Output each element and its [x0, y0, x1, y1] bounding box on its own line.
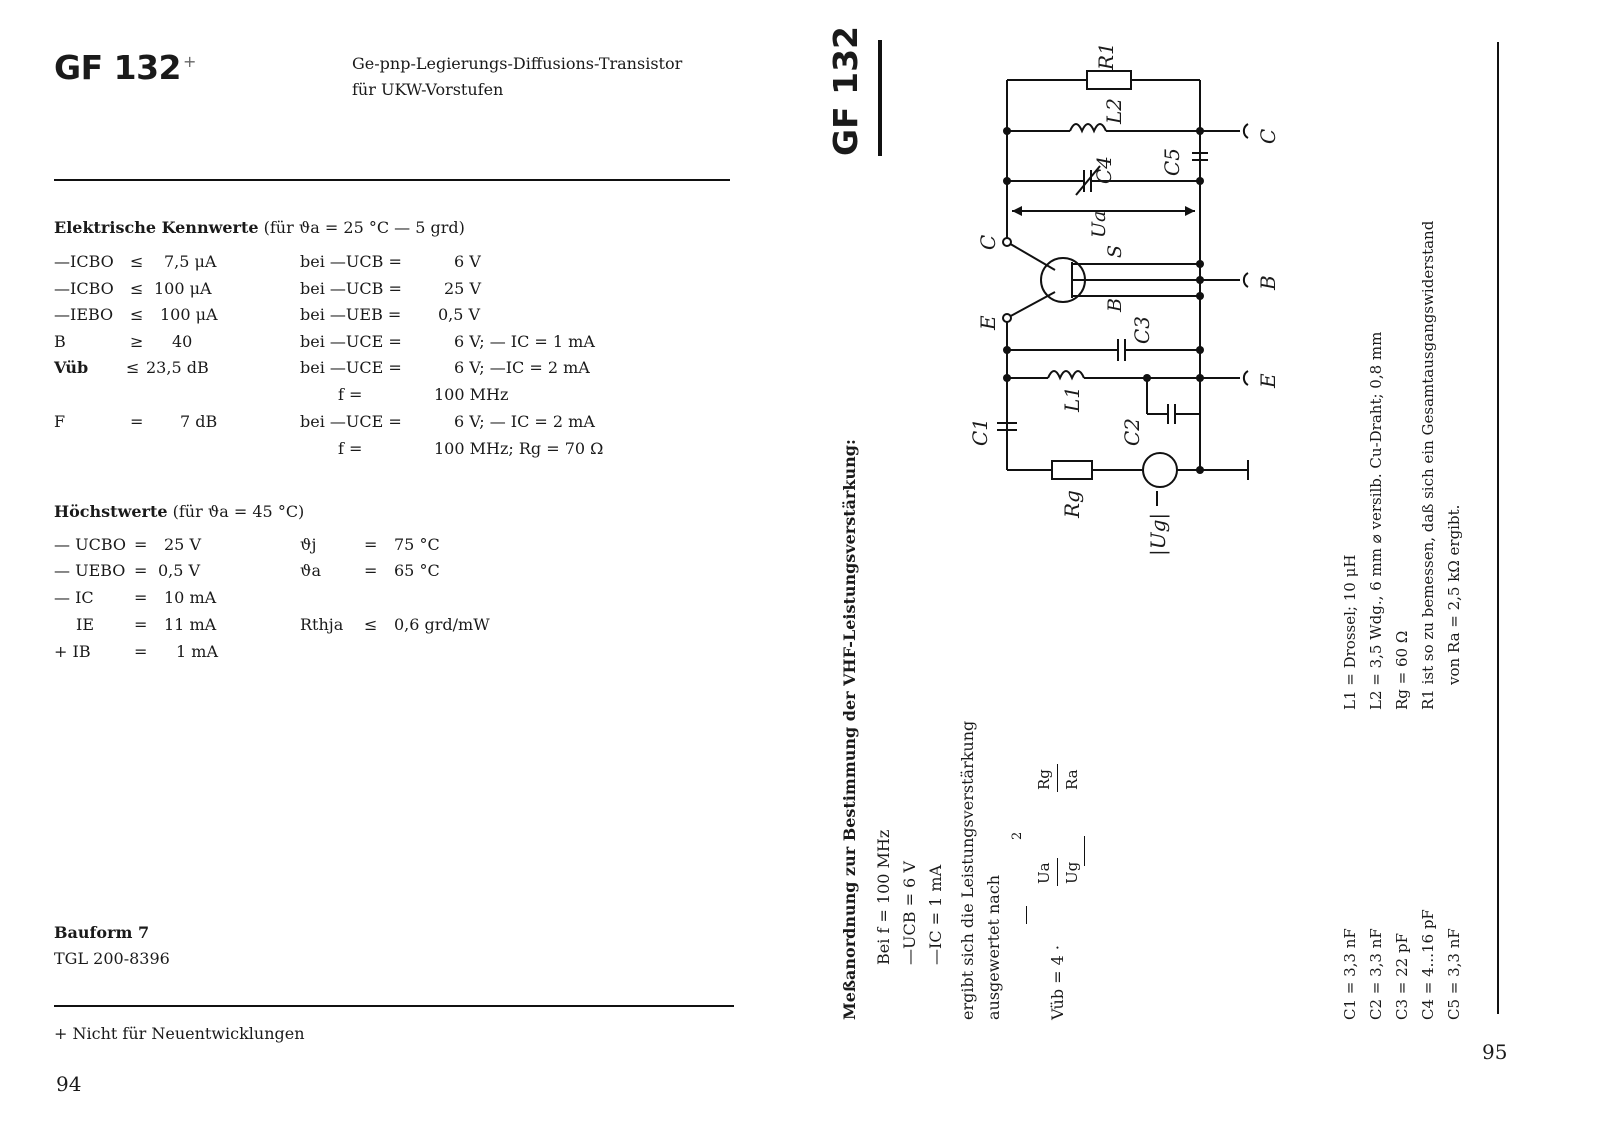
condition-line-f: Bei f = 100 MHz [874, 829, 893, 965]
cap-c4: C4 = 4...16 pF [1419, 909, 1437, 1020]
condition-value: 6 V; —IC = 2 mA [454, 358, 590, 377]
result-text-line-1: ergibt sich die Leistungsverstärkung [958, 720, 977, 1020]
label-s: S [1104, 244, 1126, 258]
inductor-l2 [1070, 124, 1106, 131]
symbol-2: Rthja [300, 615, 344, 634]
condition-line-ucb: —UCB = 6 V [900, 861, 919, 965]
symbol: —IEBO [54, 305, 114, 324]
cap-c5: C5 = 3,3 nF [1445, 928, 1463, 1020]
condition-value: 25 V [444, 279, 481, 298]
symbol: Vüb [54, 358, 89, 377]
relation: = [134, 535, 148, 554]
condition-value: 0,5 V [438, 305, 481, 324]
terminal-e [1244, 371, 1248, 385]
value: 100 μA [160, 305, 218, 324]
rotated-page-title: GF 132 [826, 25, 865, 156]
label-rg: Rg [1060, 490, 1084, 518]
relation: = [130, 412, 144, 431]
label-c1: C1 [968, 417, 992, 446]
relation-2: = [364, 535, 378, 554]
label-b-node: B [1104, 298, 1126, 312]
relation: ≥ [130, 332, 144, 351]
symbol: — UCBO [54, 535, 126, 554]
condition: bei —UEB = [300, 305, 402, 324]
symbol: —ICBO [54, 252, 114, 271]
label-c3: C3 [1130, 315, 1154, 344]
condition-value: 100 MHz; Rg = 70 Ω [434, 439, 604, 458]
value: 23,5 dB [146, 358, 209, 377]
result-text-line-2: ausgewertet nach [984, 874, 1003, 1020]
cap-c2: C2 = 3,3 nF [1367, 928, 1385, 1020]
relation: ≤ [130, 252, 144, 271]
note-ra: von Ra = 2,5 kΩ ergibt. [1445, 504, 1463, 685]
label-c4: C4 [1092, 155, 1116, 184]
relation: = [134, 642, 148, 661]
max-values-heading: Höchstwerte (für ϑa = 45 °C) [54, 502, 305, 521]
value-2: 75 °C [394, 535, 440, 554]
formula-r-numerator: Rg [1035, 769, 1053, 790]
relation: = [134, 588, 148, 607]
formula-fraction-line [1057, 858, 1058, 886]
value: 10 mA [164, 588, 217, 607]
resistor-r1 [1087, 71, 1131, 89]
value: 0,5 V [158, 561, 201, 580]
footer-divider [54, 1005, 734, 1007]
header-divider [54, 179, 730, 181]
symbol: B [54, 332, 66, 351]
value: 40 [172, 332, 193, 351]
note-rg: Rg = 60 Ω [1393, 630, 1411, 710]
value: 25 V [164, 535, 201, 554]
condition-value: 6 V; — IC = 1 mA [454, 332, 595, 351]
value: 11 mA [164, 615, 217, 634]
relation: ≤ [126, 358, 140, 377]
inductor-l1 [1048, 371, 1084, 378]
tgl-label: TGL 200-8396 [54, 949, 170, 968]
label-ug: |Ug| [1146, 512, 1170, 556]
relation-2: ≤ [364, 615, 378, 634]
label-c2: C2 [1120, 417, 1144, 446]
value: 1 mA [176, 642, 218, 661]
formula-denominator: Ug [1063, 861, 1081, 884]
value-2: 65 °C [394, 561, 440, 580]
page-number-left: 94 [56, 1072, 82, 1096]
relation: ≤ [130, 305, 144, 324]
relation-2: = [364, 561, 378, 580]
resistor-rg [1052, 461, 1092, 479]
condition: f = [338, 439, 363, 458]
electrical-heading: Elektrische Kennwerte (für ϑa = 25 °C — 5 grd) [54, 218, 465, 237]
condition: bei —UCB = [300, 279, 402, 298]
symbol-2: ϑj [300, 535, 317, 554]
formula-r-denominator: Ra [1063, 769, 1081, 790]
formula-r-fraction-line [1057, 764, 1058, 792]
label-l2: L2 [1102, 97, 1126, 124]
relation: = [134, 615, 148, 634]
right-page-rule [1497, 42, 1499, 1014]
symbol-2: ϑa [300, 561, 321, 580]
formula-abs-bar-right [1084, 836, 1085, 866]
page-number-right: 95 [1482, 1040, 1508, 1064]
formula-lhs: Vüb = 4 · [1048, 944, 1067, 1020]
note-l2: L2 = 3,5 Wdg., 6 mm ⌀ versilb. Cu-Draht; 0,8 mm [1367, 331, 1385, 710]
label-r1: R1 [1094, 42, 1118, 70]
symbol: + IB [54, 642, 91, 661]
symbol: — IC [54, 588, 94, 607]
condition-value: 6 V [454, 252, 481, 271]
symbol: F [54, 412, 66, 431]
label-ua: Ua [1088, 210, 1110, 238]
label-e-terminal: E [1256, 373, 1280, 388]
condition: f = [338, 385, 363, 404]
value: 100 μA [154, 279, 212, 298]
cap-c3: C3 = 22 pF [1393, 933, 1411, 1020]
symbol: — UEBO [54, 561, 126, 580]
signal-generator [1143, 453, 1177, 487]
value: 7,5 μA [164, 252, 217, 271]
footnote-mark: + [183, 52, 196, 71]
relation: ≤ [130, 279, 144, 298]
condition: bei —UCE = [300, 412, 402, 431]
label-c-terminal: C [1256, 128, 1280, 144]
symbol: IE [76, 615, 94, 634]
formula-numerator: Ua [1035, 862, 1053, 884]
symbol: —ICBO [54, 279, 114, 298]
title-bar [878, 40, 882, 156]
label-l1: L1 [1060, 385, 1084, 412]
label-b-terminal: B [1256, 275, 1280, 290]
relation: = [134, 561, 148, 580]
subtitle-line-2: für UKW-Vorstufen [352, 80, 504, 99]
note-r1: R1 ist so zu bemessen, daß sich ein Gesamtausgangswiderstand [1419, 220, 1437, 710]
subtitle-line-1: Ge-pnp-Legierungs-Diffusions-Transistor [352, 54, 683, 73]
label-c5: C5 [1160, 147, 1184, 176]
measurement-heading: Meßanordnung zur Bestimmung der VHF-Leistungsverstärkung: [840, 439, 859, 1020]
label-c-node: C [976, 234, 1000, 250]
note-l1: L1 = Drossel; 10 μH [1341, 554, 1359, 710]
condition-line-ic: —IC = 1 mA [926, 864, 945, 965]
formula-exponent: 2 [1010, 831, 1025, 840]
label-e-node: E [976, 315, 1000, 330]
cap-c1: C1 = 3,3 nF [1341, 928, 1359, 1020]
value: 7 dB [180, 412, 218, 431]
condition: bei —UCE = [300, 332, 402, 351]
condition: bei —UCE = [300, 358, 402, 377]
condition-value: 100 MHz [434, 385, 509, 404]
bauform-label: Bauform 7 [54, 923, 150, 942]
footnote: + Nicht für Neuentwicklungen [54, 1024, 305, 1043]
terminal-b [1244, 273, 1248, 287]
page-title: GF 132 + [54, 48, 196, 87]
formula-abs-bar-left [1026, 906, 1027, 924]
condition: bei —UCB = [300, 252, 402, 271]
value-2: 0,6 grd/mW [394, 615, 490, 634]
condition-value: 6 V; — IC = 2 mA [454, 412, 595, 431]
terminal-c [1244, 124, 1248, 138]
